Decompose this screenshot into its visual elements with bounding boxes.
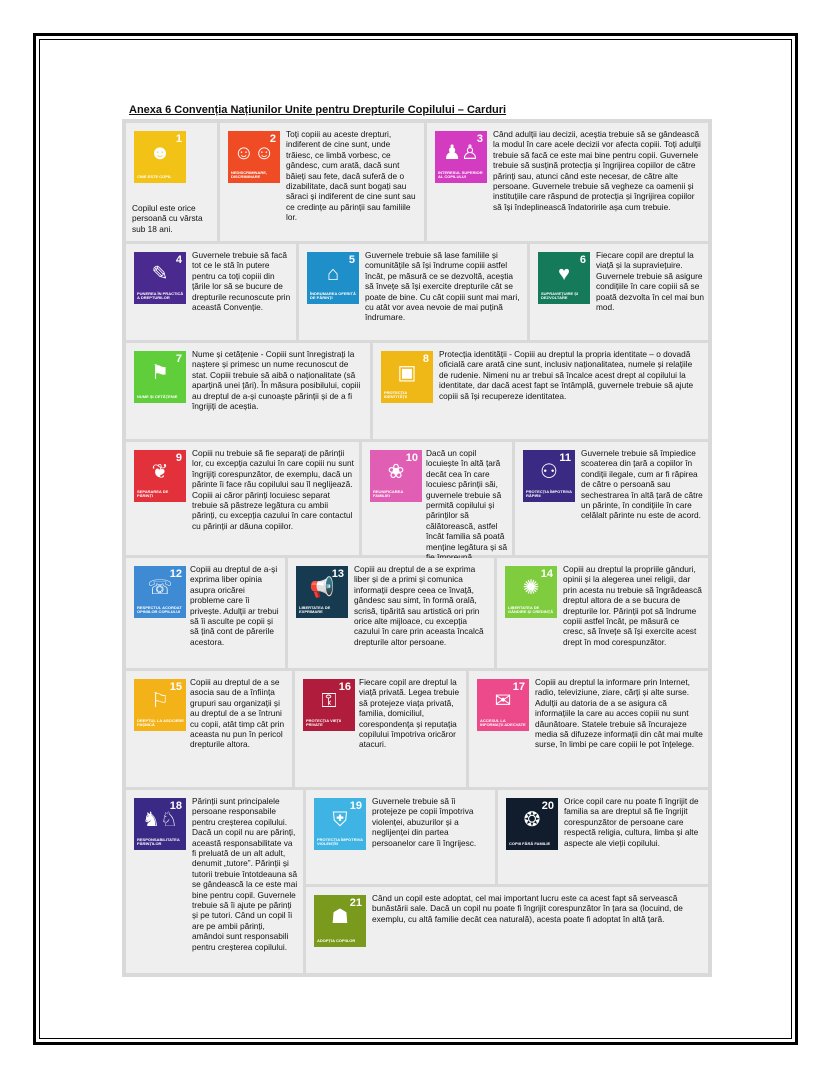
rights-tile-20	[506, 798, 558, 850]
tile-number: 11	[559, 452, 571, 464]
card-2	[220, 123, 424, 241]
rights-tile-9	[134, 450, 186, 502]
tile-number: 5	[348, 254, 355, 266]
rights-tile-14	[505, 566, 557, 618]
tile-number: 8	[422, 353, 429, 365]
rights-tile-12	[134, 566, 186, 618]
lock-icon: ⚿	[321, 690, 337, 712]
family-house-icon: ⌂	[326, 263, 340, 285]
tile-caption: INTERESUL SUPERIOR AL COPILULUI	[438, 169, 483, 180]
tile-caption: PUNEREA ÎN PRACTICĂ A DREPTURILOR	[137, 290, 184, 301]
card-7	[126, 343, 370, 439]
tile-caption: PROTECȚIA ÎMPOTRIVA RĂPIRII	[526, 488, 572, 499]
card-text: Copiii au dreptul la informare prin Internet, radio, televiziune, ziare, cărți și alte surse. Adulții au datoria de a se asigura că informațiile la care au acces copiii nu sunt dăunătoare. Statele trebuie să încurajeze media să difuzeze informații din cât mai multe surse, în limbi pe care copiii le pot înțelege.	[535, 677, 703, 750]
document-pen-icon: ✎	[151, 263, 169, 285]
tile-caption: LIBERTATEA DE EXPRIMARE	[299, 604, 331, 615]
thought-icon: ✺	[522, 577, 540, 599]
tile-number: 6	[579, 254, 586, 266]
id-card-icon: ▣	[397, 362, 417, 384]
card-text: Guvernele trebuie să lase familiile și comunitățile să își îndrume copiii astfel încât, pe măsură ce se dezvoltă, aceștia să învețe să își exercite drepturile cât se poate de bine. Cu cât copiii sunt mai mari, cu atât vor avea nevoie de mai puțină îndrumare.	[365, 250, 520, 323]
reunification-icon: ❀	[387, 461, 405, 483]
card-11	[515, 442, 708, 555]
tile-number: 19	[349, 800, 362, 812]
card-10	[362, 442, 512, 555]
card-text: Fiecare copil are dreptul la viață și la supraviețuire. Guvernele trebuie să asigure condițiile în care copiii să se poată dezvolta în cel mai bun mod.	[596, 250, 704, 313]
card-text: Când un copil este adoptat, cel mai important lucru este ca acest fapt să servească bunăstării sale. Dacă un copil nu poate fi îngrijit corespunzător în țara sa (locuind, de exemplu, cu altă familie decât cea naturală), acesta poate fi adoptat în altă țară.	[372, 893, 683, 924]
card-text: Dacă un copil locuiește în altă țară decât cea în care locuiesc părinții săi, guvernele trebuie să permită copilului și părinților să călătorească, astfel încât familia să poată menține legătura și să	[426, 448, 508, 552]
tile-number: 14	[540, 568, 553, 580]
rights-tile-21	[314, 895, 366, 947]
card-15	[126, 671, 292, 787]
megaphone-icon: 📢	[309, 577, 335, 599]
card-12	[126, 558, 285, 668]
rights-tile-5	[307, 252, 359, 304]
tile-number: 17	[512, 681, 525, 693]
card-text: Guvernele trebuie să îi protejeze pe copii împotriva violenței, abuzurilor și a neglijenței din partea persoanelor care îi îngrijesc.	[372, 796, 477, 848]
tile-caption: SUPRAVIEȚUIRE ȘI DEZVOLTARE	[541, 290, 579, 301]
rights-tile-1	[134, 131, 186, 183]
tile-caption: REUNIFICAREA FAMILIEI	[373, 488, 404, 499]
rights-tile-7	[134, 351, 186, 403]
association-icon: ⚐	[151, 690, 169, 712]
tile-caption: SEPARAREA DE PĂRINȚI	[137, 488, 169, 499]
card-text: Copiii au dreptul la propriile gânduri, opinii și la alegerea unei religii, dar prin acesta nu trebuie să îngrădească dreptul altora de a se bucura de drepturile lor. Părinții pot să îndrume copiii astfel încât, pe măsură ce cresc, să învețe să își exercite acest drept în mod corespunzător.	[563, 564, 702, 647]
rights-tile-11	[523, 450, 575, 502]
card-text: Părinții sunt principalele persoane responsabile pentru creșterea copilului. Dacă un copil nu are părinți, această responsabilitate va fi preluată de un alt adult, denumit „tutore”. Părinții și tutorii trebuie întotdeauna să se gândească la ce este mai bine pentru copil. Guvernele trebuie să îi ajute pe părinți și pe tutori. Când un copil îi are pe ambii părinți, amândoi sunt responsabili pentru creșterea copilului.	[192, 796, 298, 952]
tile-caption: ACCESUL LA INFORMAȚII ADECVATE	[480, 717, 526, 728]
tile-caption: ADOPȚIA COPIILOR	[317, 938, 356, 944]
speech-icon: ☏	[147, 577, 173, 599]
card-5	[299, 244, 527, 340]
tile-caption: RESPECTUL ACORDAT OPINIILOR COPILULUI	[137, 604, 182, 615]
tile-number: 16	[338, 681, 351, 693]
card-8	[373, 343, 708, 439]
rights-tile-19	[314, 798, 366, 850]
card-text: Fiecare copil are dreptul la viață privată. Legea trebuie să protejeze viața privată, familia, domiciliul, corespondența și reputația copilului împotriva oricăror atacuri.	[359, 677, 460, 750]
tile-caption: ÎNDRUMAREA OFERITĂ DE PĂRINȚI	[310, 290, 356, 301]
rights-tile-17	[477, 679, 529, 731]
card-text: Guvernele trebuie să împiedice scoaterea din țară a copiilor în condiții ilegale, cum ar fi răpirea de către o persoană sau sechestrarea în altă țară de către un părinte, în condițiile în care celălalt părinte nu este de acord.	[581, 448, 703, 521]
tile-caption: LIBERTATEA DE GÂNDIRE ȘI CREDINȚĂ	[508, 604, 554, 615]
card-13	[288, 558, 494, 668]
card-9	[126, 442, 359, 555]
rights-tile-13	[296, 566, 348, 618]
adoption-icon: ☗	[331, 906, 349, 928]
rights-tile-16	[303, 679, 355, 731]
card-17	[469, 671, 708, 787]
card-6	[530, 244, 708, 340]
rights-tile-10	[370, 450, 422, 502]
card-4	[126, 244, 296, 340]
tile-number: 13	[331, 568, 344, 580]
family-care-icon: ❂	[523, 809, 541, 831]
tile-number: 18	[169, 800, 182, 812]
rights-tile-15	[134, 679, 186, 731]
rights-tile-8	[381, 351, 433, 403]
child-icon: ☻	[149, 142, 171, 164]
card-text: Orice copil care nu poate fi îngrijit de familia sa are dreptul să fie îngrijit corespunzător de persoane care respectă religia, cultura, limba și alte aspecte ale vieții copilului.	[564, 796, 699, 848]
rights-tile-3	[435, 131, 487, 183]
card-16	[295, 671, 466, 787]
tile-number: 12	[169, 568, 182, 580]
card-text: Copiii au dreptul de a se asocia sau de a înființa grupuri sau organizații și au dreptul de a se întruni cu copii, atât timp cât prin aceasta nu pun în pericol drepturile altora.	[190, 677, 285, 750]
card-text: Protecția identității - Copiii au dreptul la propria identitate – o dovadă oficială care arată cine sunt, inclusiv naționalitatea, numele și relațiile de rudenie. Nimeni nu ar trebui să încalce acest drept al copilului la identitate, dar dacă acest fapt se întâmplă, guvernele trebuie să ajute copiii să își recupereze identitatea.	[439, 349, 694, 401]
card-1	[126, 123, 217, 241]
tile-caption: PROTECȚIA ÎMPOTRIVA VIOLENȚEI	[317, 836, 363, 847]
rights-tile-4	[134, 252, 186, 304]
parents-icon: ♞♘	[142, 809, 178, 831]
tile-number: 2	[269, 133, 276, 145]
tile-number: 21	[349, 897, 362, 909]
rights-tile-6	[538, 252, 590, 304]
card-21	[306, 887, 708, 973]
document-title: Anexa 6 Convenția Națiunilor Unite pentru Drepturile Copilului – Carduri	[129, 104, 507, 116]
rights-tile-2	[228, 131, 280, 183]
tile-caption: CINE ESTE COPIL	[137, 174, 172, 180]
card-text: Copilul este orice persoană cu vârsta sub 18 ani.	[132, 203, 203, 234]
tile-caption: RESPONSABILITATEA PĂRINȚILOR	[137, 836, 180, 847]
card-18	[126, 790, 303, 973]
card-text: Guvernele trebuie să facă tot ce le stă în putere pentru ca toți copiii din țările lor să se bucure de drepturile recunoscute prin această Convenție.	[192, 250, 291, 313]
tile-caption: PROTECȚIA IDENTITĂȚII	[384, 389, 408, 400]
tile-number: 4	[175, 254, 182, 266]
satellite-icon: ✉	[494, 690, 512, 712]
two-children-icon: ☺☺	[233, 142, 275, 164]
card-text: Când adulții iau decizii, aceștia trebuie să se gândească la modul în care acele decizii vor afecta copiii. Toți adulții trebuie să facă ce este mai bine pentru copii. Guvernele trebuie să susțină protecția și îngrijirea copiilor de către părinți sau, atunci când este necesar, de către alte persoane. Guvernele trebuie să vegheze ca oamenii și instituțiile care răspund de protecția și îngrijirea copiilor să își îndeplinească îndatoririle așa cum trebuie.	[493, 129, 701, 212]
tile-number: 3	[476, 133, 483, 145]
rights-tile-18	[134, 798, 186, 850]
adult-child-icon: ♟♙	[443, 142, 479, 164]
tile-caption: NEDISCRIMINARE, DISCRIMINARE	[231, 169, 268, 180]
card-text: Nume și cetățenie - Copiii sunt înregistrați la naștere și primesc un nume recunoscut de stat. Copiii trebuie să aibă o naționalitate (să aparțină unei țări). În măsura posibilului, copiii au dreptul de a-și cunoaște părinții și de a fi îngrijiți de aceștia.	[192, 349, 361, 412]
parent-hug-icon: ❦	[151, 461, 169, 483]
tile-number: 10	[405, 452, 418, 464]
protection-icon: ⚇	[540, 461, 558, 483]
tile-number: 1	[175, 133, 182, 145]
card-grid	[122, 119, 712, 977]
tile-caption: DREPTUL LA ASOCIERE PAȘNICĂ	[137, 717, 184, 728]
card-14	[497, 558, 708, 668]
tile-number: 15	[169, 681, 182, 693]
card-3	[427, 123, 708, 241]
card-text: Toți copiii au aceste drepturi, indiferent de cine sunt, unde trăiesc, ce limbă vorbesc, ce gândesc, cum arată, dacă sunt băieți sau fete, dacă suferă de o dizabilitate, dacă sunt bogați sau săraci și indiferent de cine sunt sau ce credințe au părinții sau familiile lor.	[286, 129, 416, 223]
tile-number: 20	[541, 800, 554, 812]
tile-caption: COPIII FĂRĂ FAMILIE	[509, 841, 551, 847]
heart-child-icon: ♥	[558, 263, 570, 285]
shield-icon: ⛨	[332, 809, 348, 831]
tile-number: 7	[175, 353, 182, 365]
card-text: Copiii nu trebuie să fie separați de părinții lor, cu excepția cazului în care copiii nu sunt îngrijiți corespunzător, de exemplu, dacă un părinte îi face rău copilului sau îl neglijează. Copiii ai căror părinți locuiesc separat trebuie să păstreze legătura cu ambii părinți, cu excepția cazului în care contactul cu părinții ar dăuna copiilor.	[192, 448, 354, 531]
tile-number: 9	[175, 452, 182, 464]
card-text: Copiii au dreptul de a-și exprima liber opinia asupra oricărei probleme care îi privește. Adulții ar trebui să îi asculte pe copii și să țină cont de părerile acestora.	[190, 564, 279, 647]
card-text: Copiii au dreptul de a se exprima liber și de a primi și comunica informații despre ceea ce învață, gândesc sau simt, în formă orală, scrisă, tipărită sau artistică ori prin orice alte mijloace, cu excepția cazului în care prin aceasta încalcă drepturile altor persoane.	[354, 564, 484, 647]
card-20	[498, 790, 708, 884]
tile-caption: PROTECȚIA VIEȚII PRIVATE	[306, 717, 342, 728]
tile-caption: NUME ȘI CETĂȚENIE	[137, 394, 178, 400]
card-19	[306, 790, 495, 884]
flag-icon: ⚑	[151, 362, 169, 384]
